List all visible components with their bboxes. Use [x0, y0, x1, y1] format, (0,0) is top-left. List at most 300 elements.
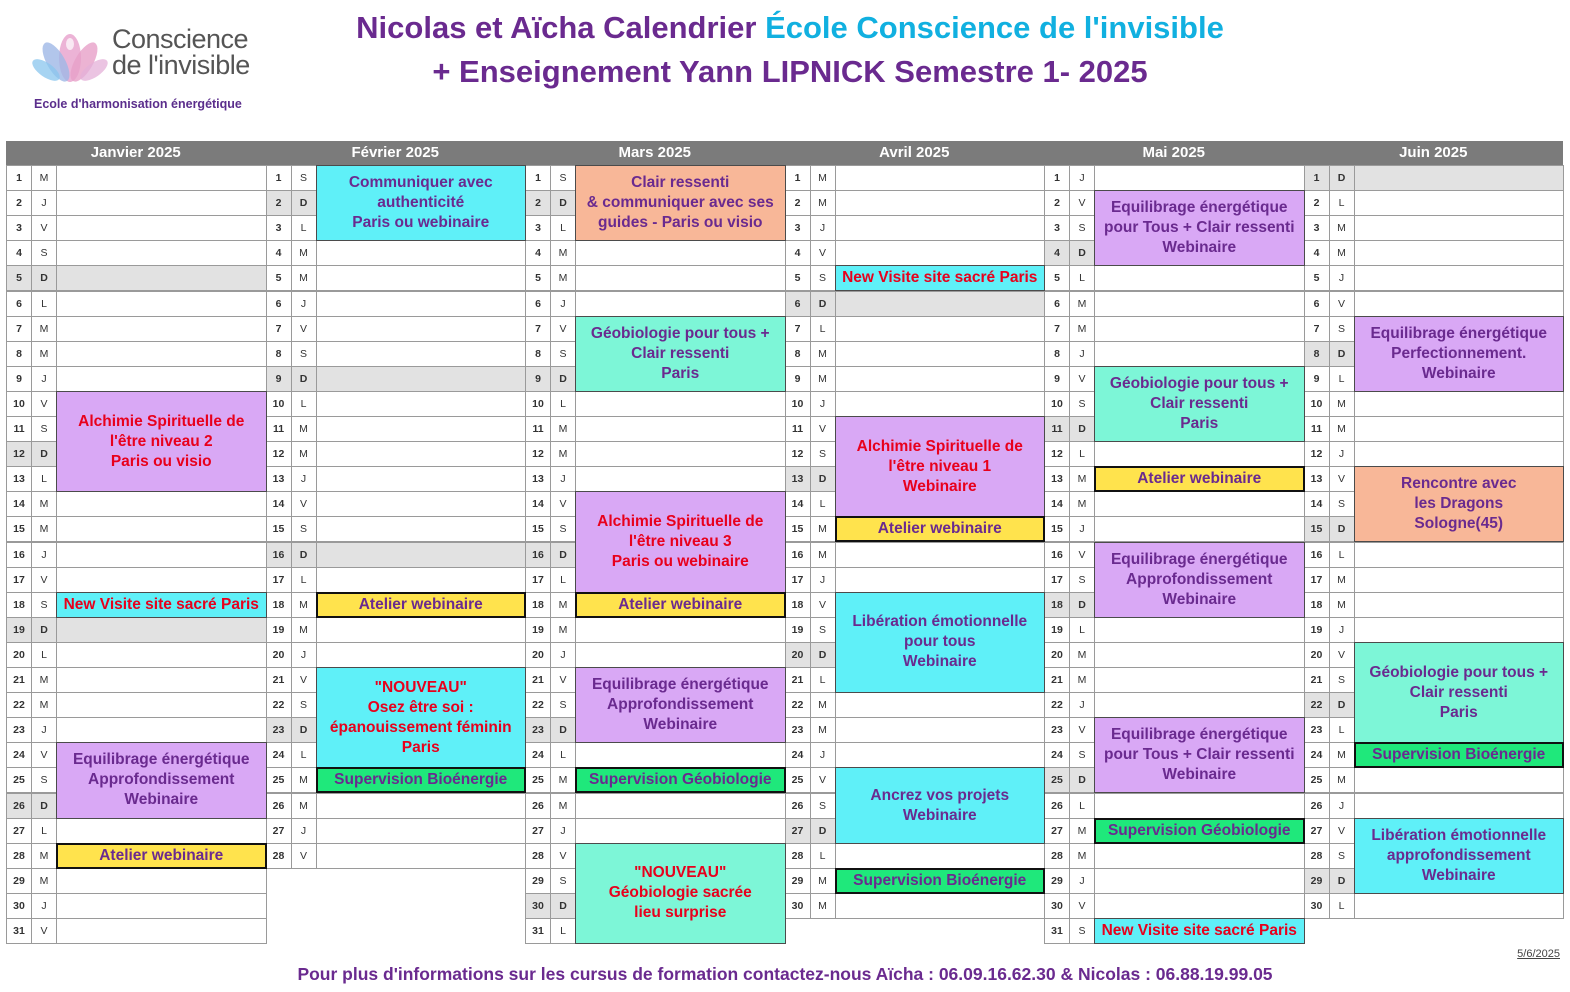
- weekday-letter: M: [810, 165, 836, 191]
- weekday-letter: S: [31, 240, 57, 266]
- calendar-event[interactable]: Equilibrage énergétique Perfectionnement. Webinaire: [1354, 316, 1565, 392]
- day-number: 21: [525, 667, 551, 693]
- weekday-letter: D: [1329, 868, 1355, 894]
- day-number: 8: [1044, 341, 1070, 367]
- day-number: 26: [6, 793, 32, 819]
- day-slot[interactable]: [835, 692, 1046, 718]
- day-slot[interactable]: [1354, 416, 1565, 442]
- weekday-letter: L: [1329, 893, 1355, 919]
- weekday-letter: M: [1069, 291, 1095, 317]
- day-number: 12: [1304, 441, 1330, 467]
- day-slot[interactable]: [575, 441, 786, 467]
- day-slot[interactable]: [835, 893, 1046, 919]
- day-number: 20: [1304, 642, 1330, 668]
- weekday-letter: V: [31, 742, 57, 768]
- day-slot[interactable]: [56, 567, 267, 593]
- day-slot[interactable]: [316, 416, 527, 442]
- day-slot[interactable]: [1354, 291, 1565, 317]
- weekday-letter: S: [1069, 215, 1095, 241]
- weekday-letter: S: [291, 165, 317, 191]
- day-slot[interactable]: [575, 818, 786, 844]
- weekday-letter: M: [1069, 316, 1095, 342]
- day-number: 24: [6, 742, 32, 768]
- weekday-letter: J: [550, 642, 576, 668]
- day-slot[interactable]: [56, 240, 267, 266]
- day-slot[interactable]: [835, 291, 1046, 317]
- day-slot[interactable]: [835, 391, 1046, 417]
- weekday-letter: V: [1329, 642, 1355, 668]
- day-slot[interactable]: [56, 642, 267, 668]
- day-number: 7: [6, 316, 32, 342]
- day-slot[interactable]: [1354, 542, 1565, 568]
- day-slot[interactable]: [1354, 190, 1565, 216]
- weekday-letter: V: [810, 767, 836, 793]
- day-slot[interactable]: [56, 918, 267, 944]
- weekday-letter: M: [810, 516, 836, 542]
- day-slot[interactable]: [835, 843, 1046, 869]
- day-slot[interactable]: [1094, 165, 1305, 191]
- weekday-letter: S: [810, 617, 836, 643]
- weekday-letter: M: [31, 316, 57, 342]
- weekday-letter: J: [550, 818, 576, 844]
- day-number: 20: [266, 642, 292, 668]
- day-slot[interactable]: [1094, 667, 1305, 693]
- day-number: 7: [266, 316, 292, 342]
- day-slot[interactable]: [1094, 793, 1305, 819]
- day-number: 14: [1304, 491, 1330, 517]
- day-slot[interactable]: [575, 466, 786, 492]
- day-number: 25: [1044, 767, 1070, 793]
- calendar-event[interactable]: Rencontre avec les Dragons Sologne(45): [1354, 466, 1565, 542]
- day-slot[interactable]: [1094, 265, 1305, 291]
- page-title: [280, 10, 1300, 46]
- day-number: 3: [1304, 215, 1330, 241]
- calendar-event[interactable]: Géobiologie pour tous + Clair ressenti Paris: [575, 316, 786, 392]
- calendar-event[interactable]: Libération émotionnelle pour tous Webinaire: [835, 592, 1046, 693]
- weekday-letter: J: [1069, 516, 1095, 542]
- day-slot[interactable]: [316, 265, 527, 291]
- calendar-event[interactable]: Atelier webinaire: [575, 592, 786, 618]
- day-slot[interactable]: [316, 240, 527, 266]
- weekday-letter: S: [31, 416, 57, 442]
- day-slot[interactable]: [56, 617, 267, 643]
- day-slot[interactable]: [316, 642, 527, 668]
- weekday-letter: S: [810, 441, 836, 467]
- weekday-letter: M: [291, 592, 317, 618]
- weekday-letter: D: [1329, 165, 1355, 191]
- weekday-letter: L: [31, 291, 57, 317]
- calendar-event[interactable]: Supervision Bioénergie: [835, 868, 1046, 894]
- day-slot[interactable]: [316, 391, 527, 417]
- weekday-letter: L: [291, 742, 317, 768]
- day-slot[interactable]: [56, 491, 267, 517]
- weekday-letter: M: [1329, 391, 1355, 417]
- weekday-letter: V: [550, 316, 576, 342]
- day-slot[interactable]: [316, 818, 527, 844]
- calendar-event[interactable]: Equilibrage énergétique Approfondissement Webinaire: [56, 742, 267, 818]
- weekday-letter: D: [31, 793, 57, 819]
- day-slot[interactable]: [56, 291, 267, 317]
- day-number: 17: [1304, 567, 1330, 593]
- weekday-letter: V: [550, 667, 576, 693]
- day-number: 5: [785, 265, 811, 291]
- day-number: 29: [785, 868, 811, 894]
- day-slot[interactable]: [316, 516, 527, 542]
- weekday-letter: M: [810, 717, 836, 743]
- day-number: 25: [6, 767, 32, 793]
- day-slot[interactable]: [835, 316, 1046, 342]
- day-number: 1: [6, 165, 32, 191]
- day-number: 4: [785, 240, 811, 266]
- weekday-letter: D: [291, 542, 317, 568]
- day-slot[interactable]: [316, 793, 527, 819]
- weekday-letter: L: [1069, 265, 1095, 291]
- day-number: 1: [1044, 165, 1070, 191]
- day-number: 14: [1044, 491, 1070, 517]
- month-header: Février 2025: [266, 141, 526, 165]
- day-slot[interactable]: [575, 291, 786, 317]
- day-number: 3: [266, 215, 292, 241]
- day-slot[interactable]: [575, 793, 786, 819]
- day-number: 16: [6, 542, 32, 568]
- day-number: 4: [1044, 240, 1070, 266]
- calendar-event[interactable]: Géobiologie pour tous + Clair ressenti Paris: [1094, 366, 1305, 442]
- day-slot[interactable]: [575, 240, 786, 266]
- day-slot[interactable]: [56, 717, 267, 743]
- day-slot[interactable]: [575, 642, 786, 668]
- day-number: 2: [525, 190, 551, 216]
- day-slot[interactable]: [835, 165, 1046, 191]
- day-slot[interactable]: [316, 491, 527, 517]
- day-number: 16: [1304, 542, 1330, 568]
- weekday-letter: M: [550, 265, 576, 291]
- day-number: 16: [1044, 542, 1070, 568]
- day-slot[interactable]: [56, 316, 267, 342]
- day-slot[interactable]: [316, 441, 527, 467]
- day-number: 16: [266, 542, 292, 568]
- day-slot[interactable]: [316, 316, 527, 342]
- day-slot[interactable]: [1354, 793, 1565, 819]
- day-slot[interactable]: [1354, 567, 1565, 593]
- weekday-letter: V: [1069, 717, 1095, 743]
- day-number: 13: [1304, 466, 1330, 492]
- day-number: 24: [785, 742, 811, 768]
- calendar-event[interactable]: New Visite site sacré Paris: [835, 265, 1046, 291]
- day-number: 13: [525, 466, 551, 492]
- day-slot[interactable]: [56, 366, 267, 392]
- day-slot[interactable]: [56, 215, 267, 241]
- day-number: 28: [1304, 843, 1330, 869]
- weekday-letter: D: [810, 291, 836, 317]
- day-slot[interactable]: [575, 742, 786, 768]
- day-slot[interactable]: [1354, 265, 1565, 291]
- calendar-event[interactable]: "NOUVEAU" Géobiologie sacrée lieu surprise: [575, 843, 786, 944]
- weekday-letter: V: [1329, 466, 1355, 492]
- weekday-letter: M: [31, 516, 57, 542]
- day-slot[interactable]: [1094, 441, 1305, 467]
- weekday-letter: L: [550, 567, 576, 593]
- weekday-letter: L: [1329, 366, 1355, 392]
- day-number: 14: [266, 491, 292, 517]
- day-slot[interactable]: [56, 542, 267, 568]
- day-slot[interactable]: [835, 240, 1046, 266]
- day-slot[interactable]: [1094, 843, 1305, 869]
- day-number: 30: [1044, 893, 1070, 919]
- day-slot[interactable]: [56, 868, 267, 894]
- day-number: 16: [525, 542, 551, 568]
- day-slot[interactable]: [56, 265, 267, 291]
- day-slot[interactable]: [56, 667, 267, 693]
- calendar-event[interactable]: Alchimie Spirituelle de l'être niveau 3 Paris ou webinaire: [575, 491, 786, 592]
- day-number: 6: [1304, 291, 1330, 317]
- weekday-letter: J: [291, 818, 317, 844]
- day-slot[interactable]: [1354, 240, 1565, 266]
- weekday-letter: V: [31, 567, 57, 593]
- day-number: 26: [1044, 793, 1070, 819]
- calendar-event[interactable]: Equilibrage énergétique pour Tous + Clair ressenti Webinaire: [1094, 190, 1305, 266]
- day-number: 5: [6, 265, 32, 291]
- weekday-letter: L: [550, 742, 576, 768]
- calendar-event[interactable]: Communiquer avec authenticité Paris ou webinaire: [316, 165, 527, 241]
- day-number: 5: [266, 265, 292, 291]
- weekday-letter: V: [550, 843, 576, 869]
- day-slot[interactable]: [835, 341, 1046, 367]
- day-number: 9: [1304, 366, 1330, 392]
- day-slot[interactable]: [1354, 893, 1565, 919]
- day-slot[interactable]: [1094, 642, 1305, 668]
- day-slot[interactable]: [1094, 491, 1305, 517]
- day-number: 17: [6, 567, 32, 593]
- day-slot[interactable]: [575, 391, 786, 417]
- day-number: 19: [785, 617, 811, 643]
- calendar-event[interactable]: Supervision Géobiologie: [575, 767, 786, 793]
- day-number: 24: [266, 742, 292, 768]
- day-number: 3: [6, 215, 32, 241]
- day-slot[interactable]: [835, 190, 1046, 216]
- weekday-letter: M: [1329, 767, 1355, 793]
- weekday-letter: S: [1069, 742, 1095, 768]
- day-slot[interactable]: [1354, 441, 1565, 467]
- calendar-event[interactable]: New Visite site sacré Paris: [1094, 918, 1305, 944]
- day-slot[interactable]: [56, 165, 267, 191]
- day-number: 7: [525, 316, 551, 342]
- day-slot[interactable]: [316, 567, 527, 593]
- day-number: 11: [785, 416, 811, 442]
- day-slot[interactable]: [1354, 767, 1565, 793]
- day-slot[interactable]: [316, 843, 527, 869]
- calendar-event[interactable]: Ancrez vos projets Webinaire: [835, 767, 1046, 843]
- day-slot[interactable]: [835, 542, 1046, 568]
- day-number: 15: [1044, 516, 1070, 542]
- day-slot[interactable]: [1094, 692, 1305, 718]
- day-number: 2: [6, 190, 32, 216]
- weekday-letter: M: [291, 240, 317, 266]
- day-slot[interactable]: [316, 617, 527, 643]
- weekday-letter: V: [291, 843, 317, 869]
- weekday-letter: M: [810, 341, 836, 367]
- day-number: 19: [1044, 617, 1070, 643]
- calendar-event[interactable]: Supervision Bioénergie: [1354, 742, 1565, 768]
- day-number: 21: [6, 667, 32, 693]
- day-number: 20: [1044, 642, 1070, 668]
- print-date: 5/6/2025: [1517, 948, 1560, 960]
- day-slot[interactable]: [575, 265, 786, 291]
- day-slot[interactable]: [835, 742, 1046, 768]
- weekday-letter: D: [31, 617, 57, 643]
- day-slot[interactable]: [316, 542, 527, 568]
- day-number: 9: [785, 366, 811, 392]
- weekday-letter: S: [291, 692, 317, 718]
- day-number: 15: [785, 516, 811, 542]
- calendar-event[interactable]: Géobiologie pour tous + Clair ressenti Paris: [1354, 642, 1565, 743]
- day-slot[interactable]: [835, 215, 1046, 241]
- day-number: 20: [785, 642, 811, 668]
- weekday-letter: M: [291, 793, 317, 819]
- calendar-event[interactable]: "NOUVEAU" Osez être soi : épanouissement féminin Paris: [316, 667, 527, 768]
- weekday-letter: D: [550, 893, 576, 919]
- day-slot[interactable]: [1354, 592, 1565, 618]
- weekday-letter: L: [550, 918, 576, 944]
- day-slot[interactable]: [316, 341, 527, 367]
- weekday-letter: S: [1069, 918, 1095, 944]
- calendar-event[interactable]: New Visite site sacré Paris: [56, 592, 267, 618]
- day-number: 29: [525, 868, 551, 894]
- day-slot[interactable]: [316, 466, 527, 492]
- weekday-letter: S: [1069, 391, 1095, 417]
- weekday-letter: L: [810, 491, 836, 517]
- calendar-event[interactable]: Atelier webinaire: [1094, 466, 1305, 492]
- day-slot[interactable]: [56, 516, 267, 542]
- day-slot[interactable]: [316, 366, 527, 392]
- day-slot[interactable]: [316, 291, 527, 317]
- calendar-event[interactable]: Atelier webinaire: [316, 592, 527, 618]
- day-slot[interactable]: [575, 416, 786, 442]
- weekday-letter: J: [1069, 165, 1095, 191]
- day-number: 29: [1044, 868, 1070, 894]
- day-number: 24: [1044, 742, 1070, 768]
- calendar-event[interactable]: Libération émotionnelle approfondissement Webinaire: [1354, 818, 1565, 894]
- day-number: 13: [266, 466, 292, 492]
- calendar-event[interactable]: Equilibrage énergétique Approfondissement Webinaire: [575, 667, 786, 743]
- weekday-letter: V: [291, 491, 317, 517]
- day-slot[interactable]: [1354, 165, 1565, 191]
- day-number: 21: [1304, 667, 1330, 693]
- day-slot[interactable]: [1094, 617, 1305, 643]
- day-number: 21: [1044, 667, 1070, 693]
- calendar-event[interactable]: Atelier webinaire: [835, 516, 1046, 542]
- calendar-event[interactable]: Equilibrage énergétique pour Tous + Clair ressenti Webinaire: [1094, 717, 1305, 793]
- day-number: 7: [785, 316, 811, 342]
- day-slot[interactable]: [835, 717, 1046, 743]
- day-number: 23: [266, 717, 292, 743]
- day-number: 28: [785, 843, 811, 869]
- day-slot[interactable]: [56, 341, 267, 367]
- weekday-letter: D: [810, 642, 836, 668]
- weekday-letter: J: [291, 642, 317, 668]
- day-slot[interactable]: [56, 190, 267, 216]
- calendar-event[interactable]: Alchimie Spirituelle de l'être niveau 2 Paris ou visio: [56, 391, 267, 492]
- weekday-letter: J: [1329, 441, 1355, 467]
- weekday-letter: V: [31, 391, 57, 417]
- day-number: 10: [6, 391, 32, 417]
- day-slot[interactable]: [575, 617, 786, 643]
- day-number: 25: [266, 767, 292, 793]
- weekday-letter: J: [810, 742, 836, 768]
- weekday-letter: M: [1329, 416, 1355, 442]
- day-number: 27: [785, 818, 811, 844]
- day-slot[interactable]: [1094, 291, 1305, 317]
- day-number: 22: [6, 692, 32, 718]
- day-number: 2: [266, 190, 292, 216]
- weekday-letter: M: [1069, 466, 1095, 492]
- day-slot[interactable]: [56, 692, 267, 718]
- day-slot[interactable]: [1094, 316, 1305, 342]
- day-number: 3: [1044, 215, 1070, 241]
- day-slot[interactable]: [1354, 617, 1565, 643]
- calendar-event[interactable]: Supervision Géobiologie: [1094, 818, 1305, 844]
- day-number: 11: [1304, 416, 1330, 442]
- day-number: 17: [266, 567, 292, 593]
- weekday-letter: D: [1069, 416, 1095, 442]
- weekday-letter: V: [1329, 291, 1355, 317]
- calendar-event[interactable]: Equilibrage énergétique Approfondissement Webinaire: [1094, 542, 1305, 618]
- weekday-letter: V: [1069, 190, 1095, 216]
- day-slot[interactable]: [1094, 868, 1305, 894]
- day-slot[interactable]: [835, 567, 1046, 593]
- weekday-letter: M: [1329, 742, 1355, 768]
- month-header: Avril 2025: [785, 141, 1045, 165]
- weekday-letter: V: [810, 592, 836, 618]
- day-number: 5: [1044, 265, 1070, 291]
- day-slot[interactable]: [835, 366, 1046, 392]
- weekday-letter: M: [550, 793, 576, 819]
- day-number: 17: [525, 567, 551, 593]
- contact-footer: Pour plus d'informations sur les cursus de formation contactez-nous Aïcha : 06.09.16.62.30 & Nicolas : 06.88.19.99.05: [297, 964, 1273, 984]
- day-slot[interactable]: [56, 893, 267, 919]
- day-slot[interactable]: [1094, 893, 1305, 919]
- day-slot[interactable]: [1354, 215, 1565, 241]
- calendar-event[interactable]: Alchimie Spirituelle de l'être niveau 1 Webinaire: [835, 416, 1046, 517]
- weekday-letter: D: [291, 190, 317, 216]
- weekday-letter: M: [810, 190, 836, 216]
- day-number: 2: [785, 190, 811, 216]
- day-slot[interactable]: [1094, 341, 1305, 367]
- day-number: 22: [785, 692, 811, 718]
- calendar-event[interactable]: Clair ressenti & communiquer avec ses guides - Paris ou visio: [575, 165, 786, 241]
- day-number: 15: [266, 516, 292, 542]
- weekday-letter: J: [810, 215, 836, 241]
- day-slot[interactable]: [56, 818, 267, 844]
- page-subtitle: + Enseignement Yann LIPNICK Semestre 1- 2025: [432, 54, 1148, 89]
- weekday-letter: M: [1329, 592, 1355, 618]
- weekday-letter: J: [1069, 692, 1095, 718]
- calendar-event[interactable]: Atelier webinaire: [56, 843, 267, 869]
- weekday-letter: M: [810, 542, 836, 568]
- calendar-event[interactable]: Supervision Bioénergie: [316, 767, 527, 793]
- day-number: 27: [525, 818, 551, 844]
- day-number: 7: [1044, 316, 1070, 342]
- weekday-letter: M: [31, 165, 57, 191]
- day-slot[interactable]: [1094, 516, 1305, 542]
- weekday-letter: M: [550, 592, 576, 618]
- day-number: 19: [266, 617, 292, 643]
- day-slot[interactable]: [1354, 391, 1565, 417]
- weekday-letter: J: [1069, 341, 1095, 367]
- day-number: 18: [525, 592, 551, 618]
- day-number: 31: [1044, 918, 1070, 944]
- day-number: 28: [6, 843, 32, 869]
- logo-line2: de l'invisible: [112, 50, 250, 80]
